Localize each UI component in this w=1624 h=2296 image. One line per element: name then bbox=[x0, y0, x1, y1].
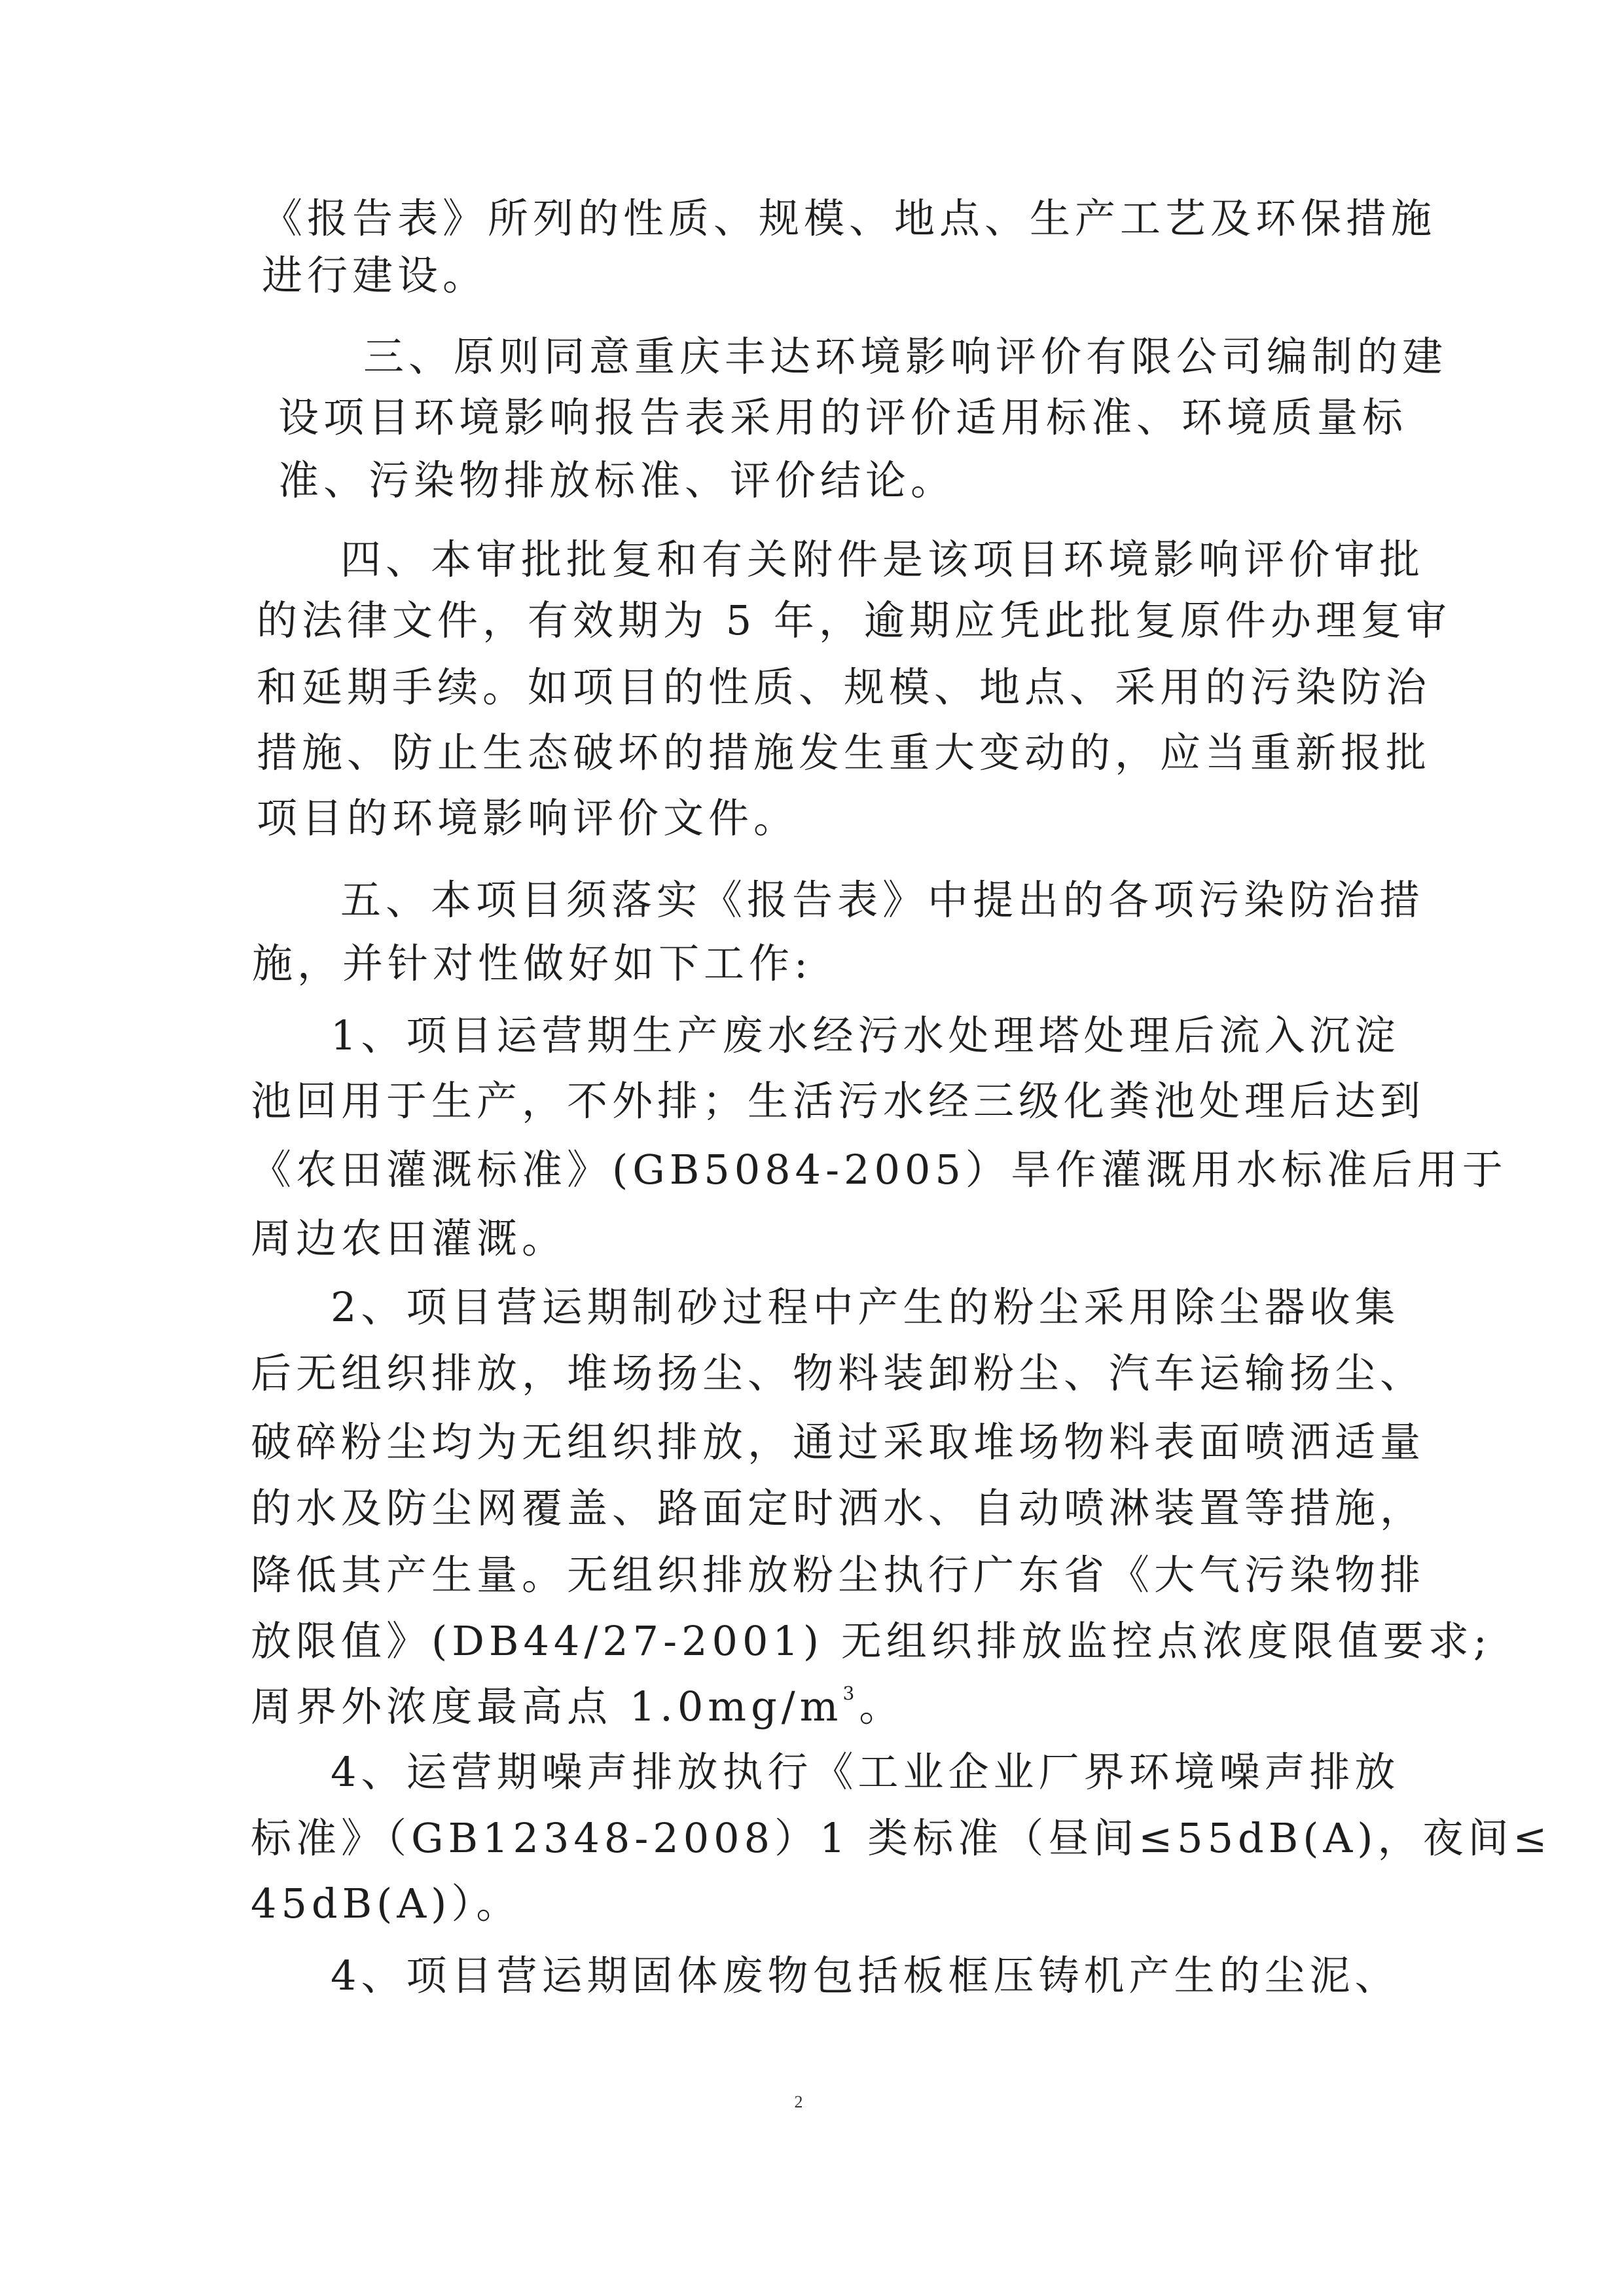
text-line: 措施、防止生态破坏的措施发生重大变动的，应当重新报批 bbox=[257, 729, 1432, 776]
page-number: 2 bbox=[794, 2092, 803, 2111]
text-line: 《农田灌溉标准》(GB5084-2005）旱作灌溉用水标准后用于 bbox=[251, 1146, 1507, 1194]
text-line: 池回用于生产，不外排；生活污水经三级化粪池处理后达到 bbox=[251, 1077, 1426, 1125]
text-line: 进行建设。 bbox=[262, 251, 488, 299]
text-line: 降低其产生量。无组织排放粉尘执行广东省《大气污染物排 bbox=[251, 1551, 1426, 1599]
text-line: 项目的环境影响评价文件。 bbox=[257, 794, 799, 842]
text-line: 45dB(A)）。 bbox=[251, 1880, 522, 1927]
item-2-start: 2、项目营运期制砂过程中产生的粉尘采用除尘器收集 bbox=[331, 1283, 1400, 1331]
concentration-text: 周界外浓度最高点 1.0mg/m bbox=[251, 1683, 843, 1730]
item-4-waste-start: 4、项目营运期固体废物包括板框压铸机产生的尘泥、 bbox=[331, 1952, 1400, 1999]
text-line: 的法律文件，有效期为 5 年，逾期应凭此批复原件办理复审 bbox=[257, 596, 1451, 644]
paragraph-5-start: 五、本项目须落实《报告表》中提出的各项污染防治措 bbox=[340, 876, 1425, 924]
concentration-line bbox=[251, 1681, 904, 1733]
text-line: 周边农田灌溉。 bbox=[251, 1214, 568, 1262]
paragraph-4-start: 四、本审批批复和有关附件是该项目环境影响评价审批 bbox=[340, 536, 1425, 583]
text-line: 的水及防尘网覆盖、路面定时洒水、自动喷淋装置等措施， bbox=[251, 1484, 1426, 1532]
text-line: 和延期手续。如项目的性质、规模、地点、采用的污染防治 bbox=[257, 663, 1432, 711]
text-line: 设项目环境影响报告表采用的评价适用标准、环境质量标 bbox=[278, 393, 1408, 441]
text-line: 后无组织排放，堆场扬尘、物料装卸粉尘、汽车运输扬尘、 bbox=[251, 1349, 1426, 1397]
paragraph-3-start: 三、原则同意重庆丰达环境影响评价有限公司编制的建 bbox=[363, 333, 1448, 380]
unit-superscript: 3 bbox=[842, 1683, 859, 1704]
text-line: 《报告表》所列的性质、规模、地点、生产工艺及环保措施 bbox=[262, 194, 1437, 242]
line-end-mark: 。 bbox=[859, 1683, 905, 1730]
item-1-start: 1、项目运营期生产废水经污水处理塔处理后流入沉淀 bbox=[331, 1011, 1400, 1059]
text-line: 标准》（GB12348-2008）1 类标准（昼间≤55dB(A)，夜间≤ bbox=[251, 1814, 1552, 1862]
text-line: 施，并针对性做好如下工作: bbox=[252, 939, 812, 987]
text-line: 放限值》(DB44/27-2001) 无组织排放监控点浓度限值要求; bbox=[251, 1617, 1492, 1665]
text-line: 准、污染物排放标准、评价结论。 bbox=[278, 456, 956, 504]
text-line: 破碎粉尘均为无组织排放，通过采取堆场物料表面喷洒适量 bbox=[251, 1418, 1426, 1466]
item-4-noise-start: 4、运营期噪声排放执行《工业企业厂界环境噪声排放 bbox=[331, 1748, 1400, 1796]
